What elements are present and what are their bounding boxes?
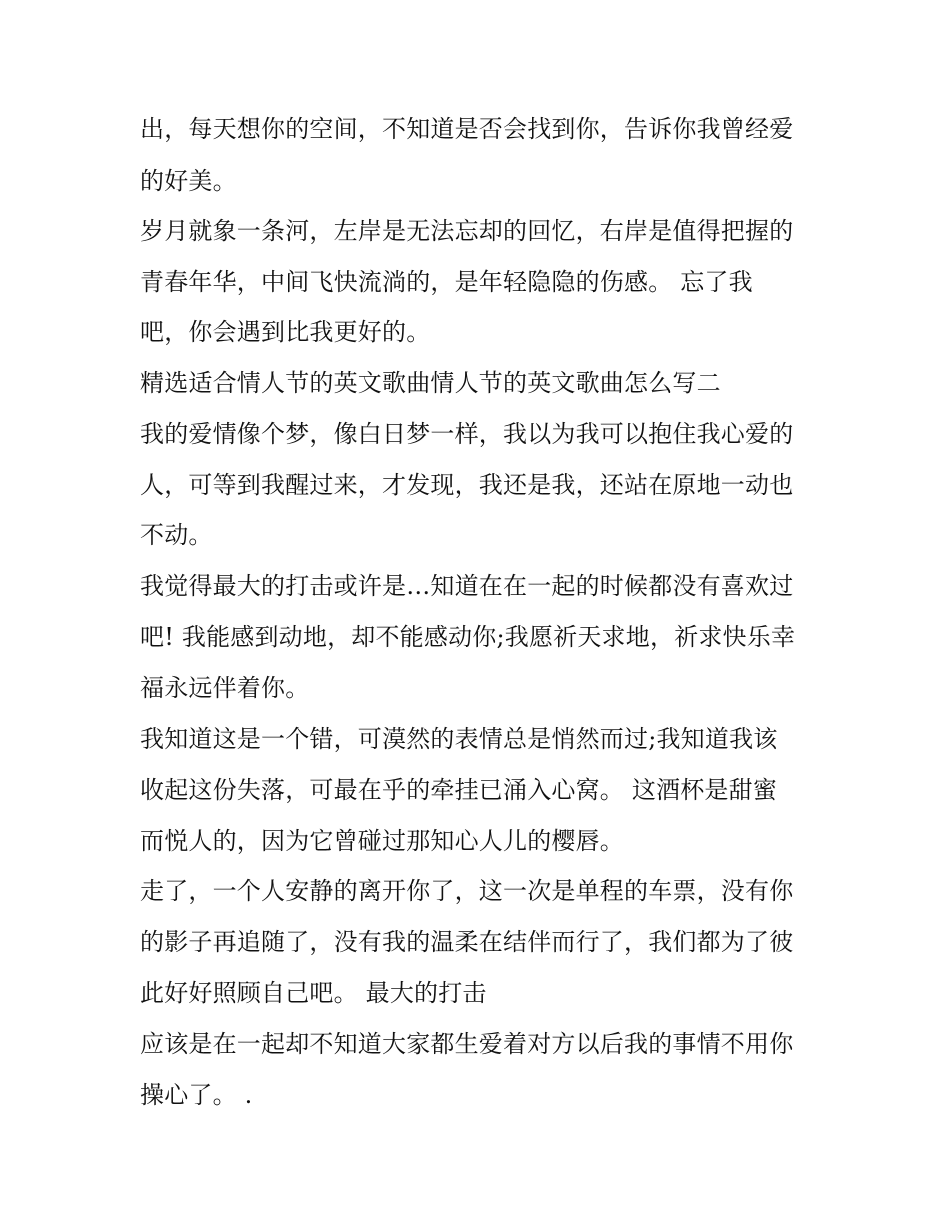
text-line: 吧! 我能感到动地，却不能感动你;我愿祈天求地，祈求快乐幸 — [140, 623, 796, 651]
text-line: 我觉得最大的打击或许是…知道在在一起的时候都没有喜欢过 — [140, 572, 794, 600]
text-line: 此好好照顾自己吧。 最大的打击 — [140, 979, 487, 1007]
text-line: 而悦人的，因为它曾碰过那知心人儿的樱唇。 — [140, 827, 624, 855]
text-line: 岁月就象一条河，左岸是无法忘却的回忆，右岸是值得把握的 — [140, 217, 794, 245]
text-line: 出，每天想你的空间，不知道是否会找到你，告诉你我曾经爱 — [140, 115, 794, 143]
text-line: 吧，你会遇到比我更好的。 — [140, 318, 431, 346]
text-line: 不动。 — [140, 521, 213, 549]
text-line: 人，可等到我醒过来，才发现，我还是我，还站在原地一动也 — [140, 471, 794, 499]
text-line: 我的爱情像个梦，像白日梦一样，我以为我可以抱住我心爱的 — [140, 420, 794, 448]
text-line: 福永远伴着你。 — [140, 674, 310, 702]
text-line: 青春年华，中间飞快流淌的，是年轻隐隐的伤感。 忘了我 — [140, 268, 753, 296]
section-heading: 精选适合情人节的英文歌曲情人节的英文歌曲怎么写二 — [140, 369, 721, 397]
text-line: 走了，一个人安静的离开你了，这一次是单程的车票，没有你 — [140, 877, 794, 905]
text-line: 应该是在一起却不知道大家都生爱着对方以后我的事情不用你 — [140, 1030, 794, 1058]
text-line: 我知道这是一个错，可漠然的表情总是悄然而过;我知道我该 — [140, 725, 778, 753]
text-line: 的好美。 — [140, 167, 237, 195]
text-line: 的影子再追随了，没有我的温柔在结伴而行了，我们都为了彼 — [140, 928, 794, 956]
text-line: 收起这份失落，可最在乎的牵挂已涌入心窝。 这酒杯是甜蜜 — [140, 776, 778, 804]
text-line: 操心了。 . — [140, 1081, 253, 1109]
